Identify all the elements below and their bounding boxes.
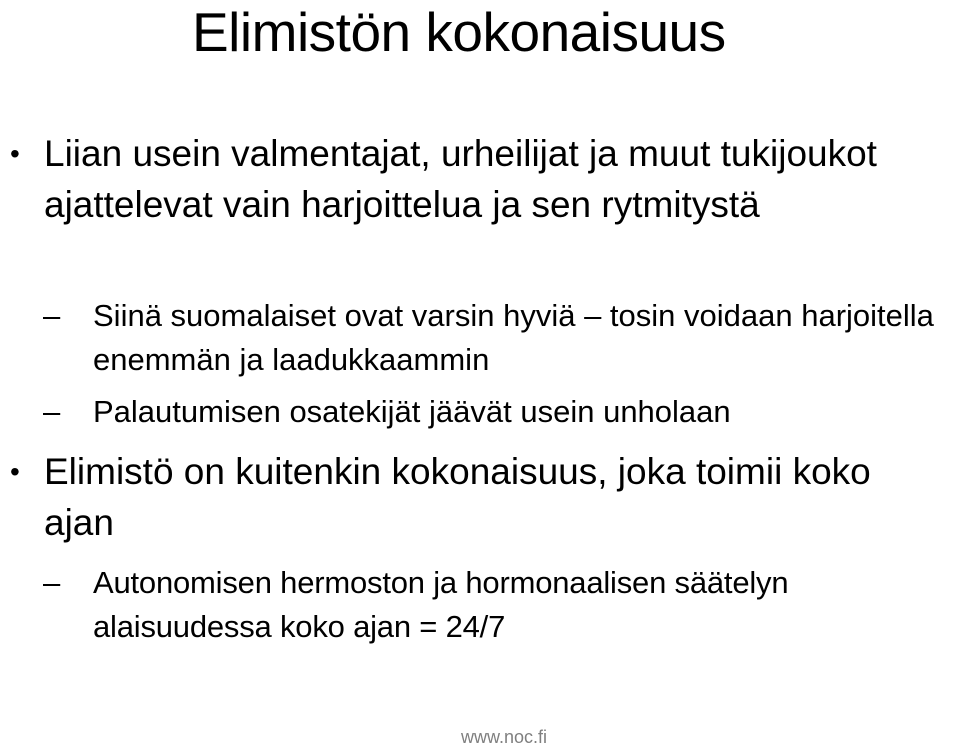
- footer-url: www.noc.fi: [461, 727, 548, 747]
- sub-bullet-text: Siinä suomalaiset ovat varsin hyviä – tosin voidaan harjoitella enemmän ja laadukkaammin: [93, 298, 934, 377]
- sub-bullet-item: [43, 294, 958, 382]
- bullet-marker: •: [10, 138, 20, 169]
- bullet-item: [10, 446, 944, 548]
- sub-bullet-text: Palautumisen osatekijät jäävät usein unholaan: [93, 394, 731, 429]
- slide-title: Elimistön kokonaisuus: [192, 1, 726, 63]
- sub-bullet-marker: –: [43, 565, 61, 600]
- bullet-marker: •: [10, 456, 20, 487]
- sub-bullet-marker: –: [43, 394, 61, 429]
- sub-bullet-text: Autonomisen hermoston ja hormonaalisen säätelyn alaisuudessa koko ajan = 24/7: [93, 565, 789, 644]
- sub-bullet-marker: –: [43, 298, 61, 333]
- sub-bullet-item: [43, 561, 960, 649]
- sub-bullet-item: [43, 390, 958, 434]
- bullet-text: Elimistö on kuitenkin kokonaisuus, joka toimii koko ajan: [44, 451, 871, 543]
- bullet-item: [10, 128, 944, 230]
- bullet-text: Liian usein valmentajat, urheilijat ja muut tukijoukot ajattelevat vain harjoittelua ja sen rytmitystä: [44, 133, 877, 225]
